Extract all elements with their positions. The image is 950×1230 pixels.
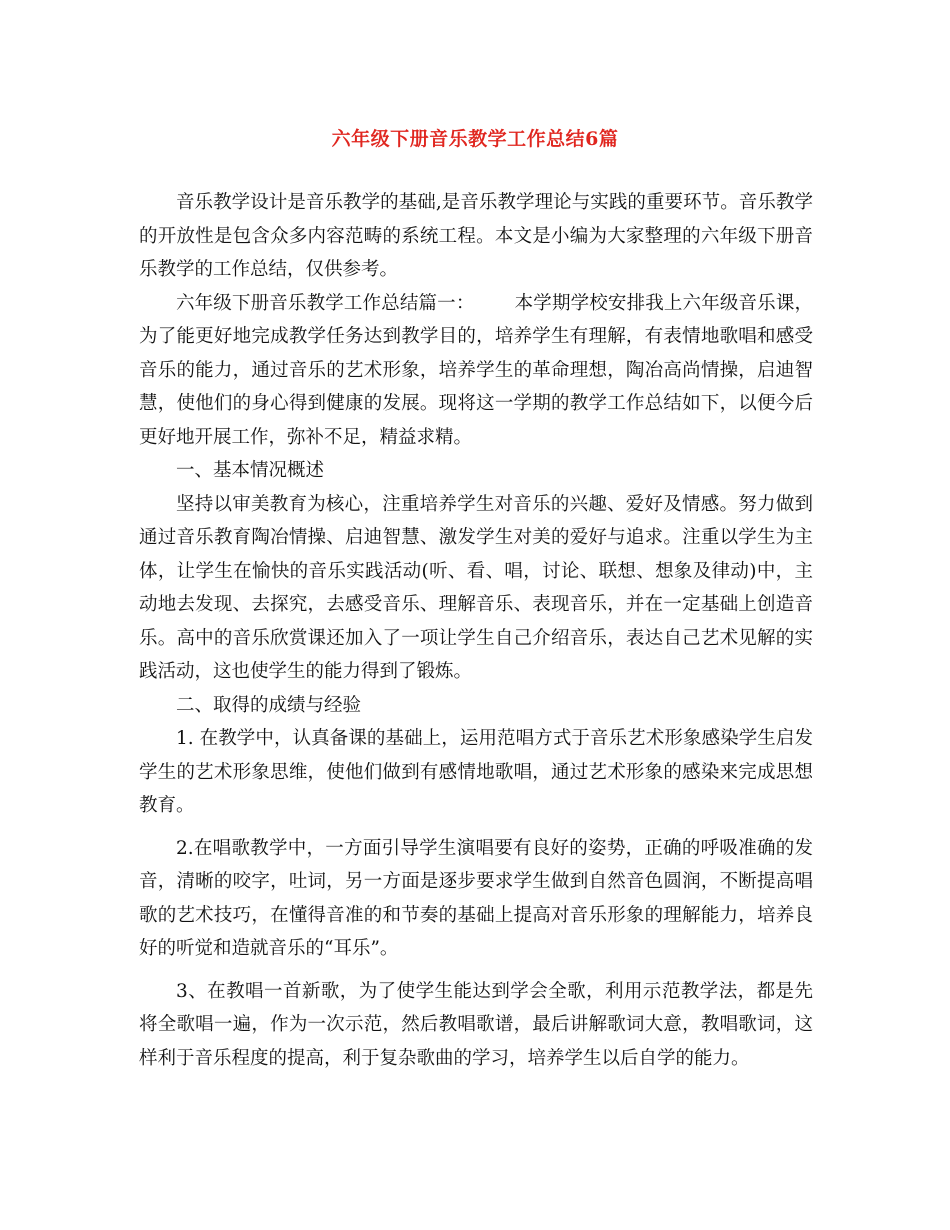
heading-achievements: 二、取得的成绩与经验 <box>176 694 362 716</box>
section1-paragraph <box>139 287 813 455</box>
intro-paragraph: 音乐教学设计是音乐教学的基础,是音乐教学理论与实践的重要环节。音乐教学的开放性是包含众多内容范畴的系统工程。本文是小编为大家整理的六年级下册音乐教学的工作总结，仅供参考。 <box>139 192 813 280</box>
achievement-item-2: 2.在唱歌教学中，一方面引导学生演唱要有良好的姿势，正确的呼吸准确的发音，清晰的咬字，吐词，另一方面是逐步要求学生做到自然音色圆润，不断提高唱歌的艺术技巧，在懂得音准的和节奏的基础上提高对音乐形象的理解能力，培养良好的听觉和造就音乐的“耳乐”。 <box>139 837 813 959</box>
section1-text: 本学期学校安排我上六年级音乐课，为了能更好地完成教学任务达到教学目的，培养学生有理解，有表情地歌唱和感受音乐的能力，通过音乐的艺术形象，培养学生的革命理想，陶冶高尚情操，启迪智慧，使他们的身心得到健康的发展。现将这一学期的教学工作总结如下，以便今后更好地开展工作，弥补不足，精益求精。 <box>139 292 813 448</box>
achievement-item-1: 1. 在教学中，认真备课的基础上，运用范唱方式于音乐艺术形象感染学生启发学生的艺术形象思维，使他们做到有感情地歌唱，通过艺术形象的感染来完成思想教育。 <box>139 728 813 816</box>
overview-paragraph: 坚持以审美教育为核心，注重培养学生对音乐的兴趣、爱好及情感。努力做到通过音乐教育陶冶情操、启迪智慧、激发学生对美的爱好与追求。注重以学生为主体，让学生在愉快的音乐实践活动(听、看、唱，讨论、联想、想象及律动)中，主动地去发现、去探究，去感受音乐、理解音乐、表现音乐，并在一定基础上创造音乐。高中的音乐欣赏课还加入了一项让学生自己介绍音乐，表达自己艺术见解的实践活动，这也使学生的能力得到了锻炼。 <box>139 493 813 682</box>
heading-basic-overview: 一、基本情况概述 <box>176 460 325 481</box>
document-title: 六年级下册音乐教学工作总结6篇 <box>331 128 619 150</box>
document-body <box>139 186 813 1075</box>
section1-label: 六年级下册音乐教学工作总结篇一： <box>176 292 475 314</box>
achievement-item-3: 3、在教唱一首新歌，为了使学生能达到学会全歌，利用示范教学法，都是先将全歌唱一遍，作为一次示范，然后教唱歌谱，最后讲解歌词大意，教唱歌词，这样利于音乐程度的提高，利于复杂歌曲的学习，培养学生以后自学的能力。 <box>139 980 813 1069</box>
